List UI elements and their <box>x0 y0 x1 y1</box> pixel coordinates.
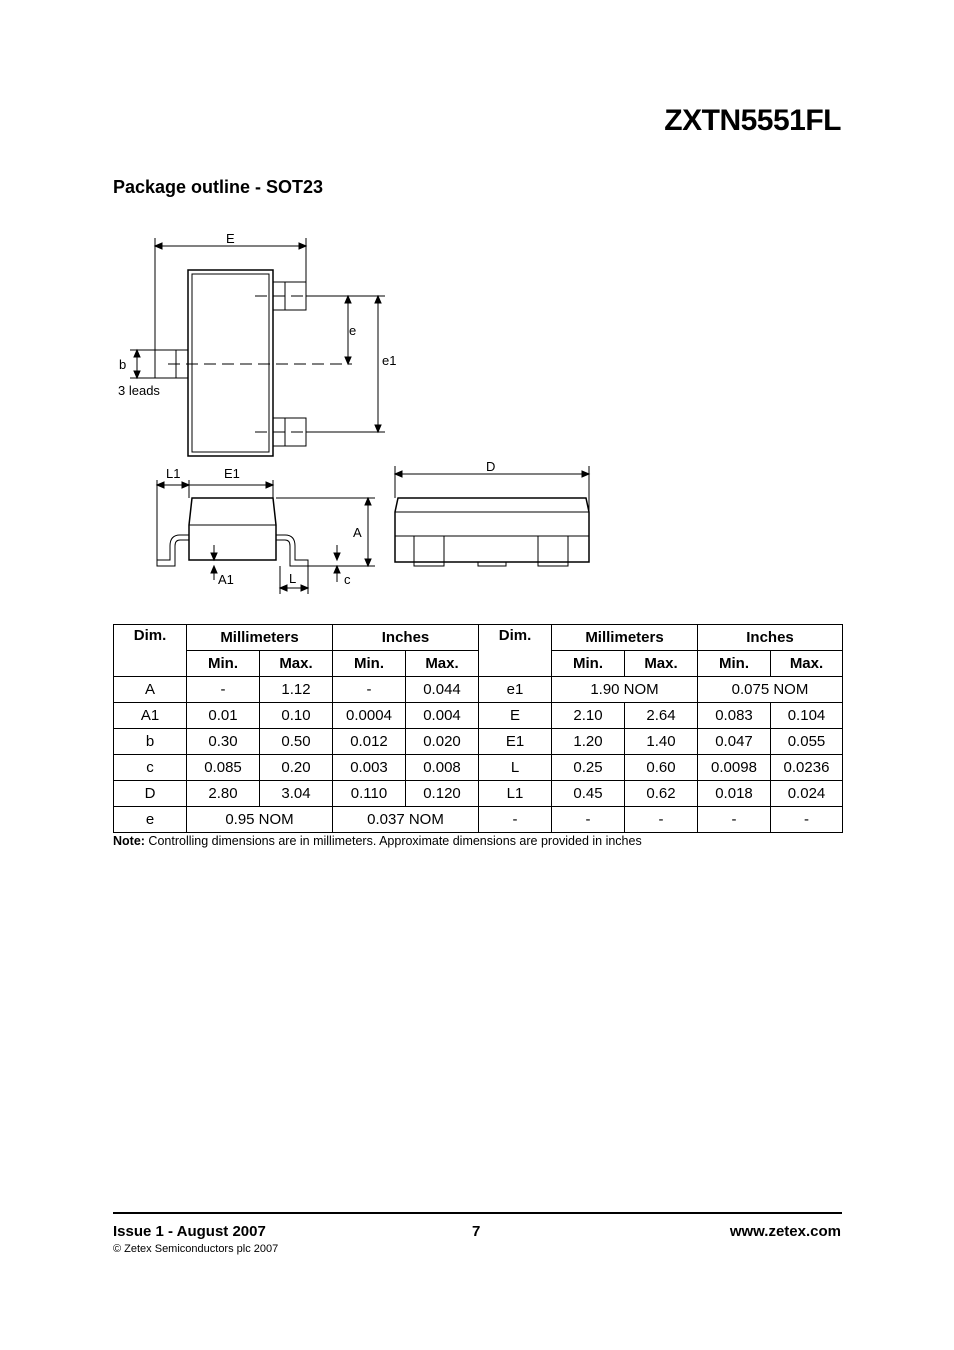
table-cell: - <box>552 807 625 833</box>
footer-issue: Issue 1 - August 2007 <box>113 1223 266 1240</box>
table-cell: 0.012 <box>333 729 406 755</box>
table-cell: 0.044 <box>406 677 479 703</box>
table-cell: - <box>333 677 406 703</box>
table-cell: 0.0098 <box>698 755 771 781</box>
table-cell: 0.0236 <box>771 755 843 781</box>
table-cell: 0.018 <box>698 781 771 807</box>
note-label: Note: <box>113 834 145 848</box>
table-cell: 0.110 <box>333 781 406 807</box>
table-cell: b <box>114 729 187 755</box>
table-row <box>114 677 843 703</box>
table-cell: 0.25 <box>552 755 625 781</box>
table-cell: e1 <box>479 677 552 703</box>
side-lead-left <box>157 535 189 566</box>
table-cell: D <box>114 781 187 807</box>
label-E: E <box>226 231 235 246</box>
label-c: c <box>344 572 351 587</box>
note-text: Controlling dimensions are in millimeters. Approximate dimensions are provided in inches <box>144 834 642 848</box>
table-cell: 1.20 <box>552 729 625 755</box>
footer-rule <box>113 1212 842 1214</box>
table-cell: 0.047 <box>698 729 771 755</box>
table-cell: - <box>625 807 698 833</box>
table-cell: 0.008 <box>406 755 479 781</box>
table-cell: 0.085 <box>187 755 260 781</box>
header-dim: Dim. <box>479 625 552 677</box>
label-D: D <box>486 459 496 474</box>
table-cell: - <box>479 807 552 833</box>
label-L: L <box>289 571 297 586</box>
table-cell: 0.01 <box>187 703 260 729</box>
part-number: ZXTN5551FL <box>664 104 841 137</box>
top-view-body-inner <box>192 274 269 452</box>
header-inches: Inches <box>698 625 843 651</box>
table-cell: A <box>114 677 187 703</box>
table-cell: 2.80 <box>187 781 260 807</box>
table-cell: 0.055 <box>771 729 843 755</box>
table-cell: 0.0004 <box>333 703 406 729</box>
table-cell: - <box>187 677 260 703</box>
side-view-body <box>189 498 276 560</box>
table-cell: 0.020 <box>406 729 479 755</box>
header-min: Min. <box>187 651 260 677</box>
label-e1: e1 <box>382 353 397 368</box>
table-subheader-row <box>114 651 843 677</box>
table-cell: 0.083 <box>698 703 771 729</box>
table-cell: 0.95 NOM <box>187 807 333 833</box>
header-dim: Dim. <box>114 625 187 677</box>
dimensions-table <box>113 624 843 833</box>
label-b: b <box>119 357 127 372</box>
table-row <box>114 755 843 781</box>
table-cell: 0.20 <box>260 755 333 781</box>
label-3-leads: 3 leads <box>118 383 160 398</box>
table-cell: 0.30 <box>187 729 260 755</box>
header-max: Max. <box>771 651 843 677</box>
table-cell: 0.024 <box>771 781 843 807</box>
top-view-body <box>188 270 273 456</box>
label-L1: L1 <box>166 466 181 481</box>
header-millimeters: Millimeters <box>552 625 698 651</box>
table-cell: 2.10 <box>552 703 625 729</box>
footer-copyright: © Zetex Semiconductors plc 2007 <box>113 1243 279 1255</box>
label-A1: A1 <box>218 572 234 587</box>
header-max: Max. <box>406 651 479 677</box>
table-cell: A1 <box>114 703 187 729</box>
table-cell: 0.004 <box>406 703 479 729</box>
table-cell: 0.60 <box>625 755 698 781</box>
table-cell: 0.104 <box>771 703 843 729</box>
header-min: Min. <box>333 651 406 677</box>
header-millimeters: Millimeters <box>187 625 333 651</box>
side-lead-right <box>276 535 308 566</box>
label-A: A <box>353 525 362 540</box>
header-inches: Inches <box>333 625 479 651</box>
header-max: Max. <box>625 651 698 677</box>
table-cell: 0.003 <box>333 755 406 781</box>
section-title: Package outline - SOT23 <box>113 177 324 197</box>
table-cell: 2.64 <box>625 703 698 729</box>
table-cell: 1.90 NOM <box>552 677 698 703</box>
table-cell: 0.45 <box>552 781 625 807</box>
table-row <box>114 729 843 755</box>
table-cell: 0.037 NOM <box>333 807 479 833</box>
table-cell: 0.075 NOM <box>698 677 843 703</box>
table-row <box>114 703 843 729</box>
table-cell: 0.62 <box>625 781 698 807</box>
table-header-row <box>114 625 843 651</box>
package-outline-drawing <box>0 0 954 620</box>
header-min: Min. <box>698 651 771 677</box>
table-row <box>114 807 843 833</box>
label-e: e <box>349 323 357 338</box>
table-note <box>113 834 642 848</box>
table-cell: 0.120 <box>406 781 479 807</box>
table-cell: E1 <box>479 729 552 755</box>
header-min: Min. <box>552 651 625 677</box>
table-cell: c <box>114 755 187 781</box>
table-cell: 1.12 <box>260 677 333 703</box>
header-max: Max. <box>260 651 333 677</box>
table-cell: 0.10 <box>260 703 333 729</box>
table-cell: L1 <box>479 781 552 807</box>
page-number: 7 <box>472 1223 481 1240</box>
table-cell: L <box>479 755 552 781</box>
front-view-body <box>395 498 589 562</box>
table-cell: 1.40 <box>625 729 698 755</box>
footer-website-link[interactable]: www.zetex.com <box>729 1223 841 1240</box>
table-cell: - <box>698 807 771 833</box>
table-cell: E <box>479 703 552 729</box>
table-cell: - <box>771 807 843 833</box>
label-E1: E1 <box>224 466 240 481</box>
table-row <box>114 781 843 807</box>
table-cell: 0.50 <box>260 729 333 755</box>
table-cell: 3.04 <box>260 781 333 807</box>
table-cell: e <box>114 807 187 833</box>
